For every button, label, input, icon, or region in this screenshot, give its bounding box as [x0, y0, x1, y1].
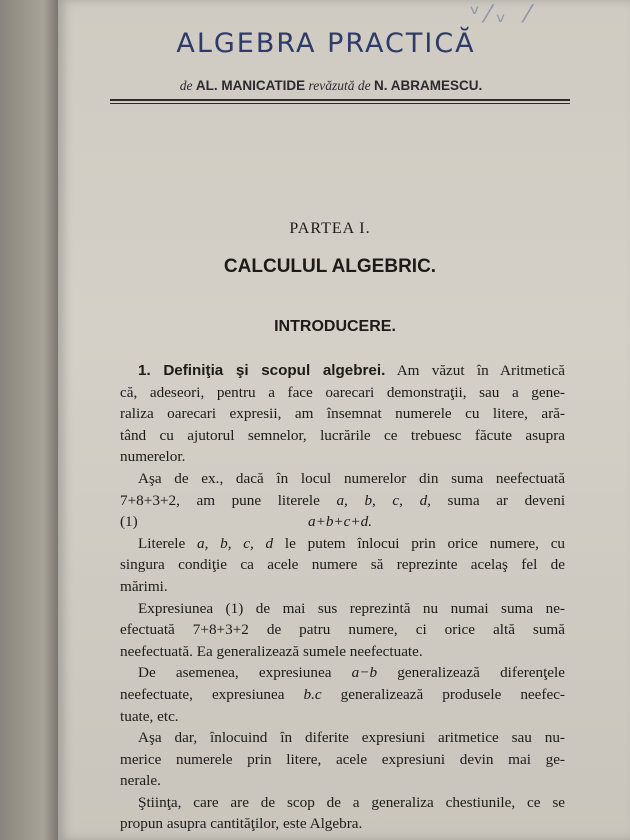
text-line [120, 662, 565, 684]
equation-row [120, 511, 565, 533]
author-line [96, 78, 566, 94]
header-rule-thick [110, 99, 570, 101]
text-line [120, 490, 565, 512]
text-line: numerelor. [120, 448, 186, 466]
expression-product: b.c [303, 685, 322, 703]
author-name: AL. MANICATIDE [195, 78, 306, 93]
text-line: Expresiunea (1) de mai sus reprezintă nu numai suma ne- [138, 599, 565, 617]
text-span: De asemenea, expresiunea [138, 664, 332, 682]
text-span: 7+8+3+2, am pune literele [120, 491, 320, 509]
text-line [120, 684, 565, 706]
book-spine-edge [0, 0, 62, 840]
variable-a: a, [336, 491, 348, 509]
text-line: nerale. [120, 772, 161, 790]
text-span: Am văzut în Aritmetică [396, 362, 565, 379]
variable-c: c, [392, 491, 403, 509]
paragraph-heading: 1. Definiţia şi scopul algebrei. [138, 362, 386, 379]
variable-d: d, [419, 491, 431, 509]
text-line: tuate, etc. [120, 707, 179, 725]
text-span: neefectuate, expresiunea [120, 685, 285, 703]
header-rule-thin [110, 103, 570, 104]
text-line: Ştiinţa, care are de scop de a generaliza chestiunile, ce se [138, 793, 565, 811]
part-label: PARTEA I. [289, 220, 371, 237]
text-line: că, adeseori, pentru a face oarecari demonstraţii, sau a gene- [120, 383, 565, 401]
body-text [120, 360, 565, 835]
text-span: le putem înlocui prin orice numere, cu [284, 534, 565, 552]
text-line: tând cu ajutorul semnelor, lucrările ce trebuesc făcute asupra [120, 426, 565, 444]
text-span: Literele [138, 534, 186, 552]
text-line: mărimi. [120, 577, 168, 595]
text-span: generalizează produsele neefec- [340, 685, 565, 703]
equation: a+b+c+d. [308, 513, 373, 531]
variables: a, b, c, d [196, 534, 274, 552]
reviser-name: N. ABRAMESCU. [373, 78, 483, 93]
text-line: Aşa dar, înlocuind în diferite expresiuni aritmetice sau nu- [138, 729, 565, 747]
text-line: propun asupra cantităţilor, este Algebra. [120, 815, 363, 833]
variable-b: b, [364, 491, 376, 509]
text-span: generalizează diferenţele [397, 664, 565, 682]
running-title: ALGEBRA PRACTICĂ [176, 28, 476, 59]
text-line [120, 533, 565, 555]
text-line [120, 360, 565, 382]
text-line: singura condiţie ca acele numere să reprezinte acelaş fel de [120, 556, 565, 574]
text-line: merice numerele prin litere, acele expresiuni devin mai ge- [120, 750, 565, 768]
author-de: de [179, 78, 193, 93]
text-line: efectuată 7+8+3+2 de patru numere, ci orice altă sumă [120, 621, 565, 639]
text-span: suma ar deveni [447, 491, 565, 509]
text-line: neefectuată. Ea generalizează sumele neefectuate. [120, 642, 423, 660]
equation-number: (1) [120, 513, 138, 531]
handwritten-mark: ᵛ⁄ᵥ ⁄ [470, 0, 536, 28]
section-title: INTRODUCERE. [274, 318, 396, 335]
chapter-title: CALCULUL ALGEBRIC. [223, 256, 437, 277]
text-line: raliza oarecari expresii, am însemnat numerele cu litere, ară- [120, 405, 565, 423]
expression-difference: a−b [351, 664, 378, 682]
author-revised-by: revăzută de [308, 78, 371, 93]
text-line: Aşa de ex., dacă în locul numerelor din suma neefectuată [138, 469, 565, 487]
